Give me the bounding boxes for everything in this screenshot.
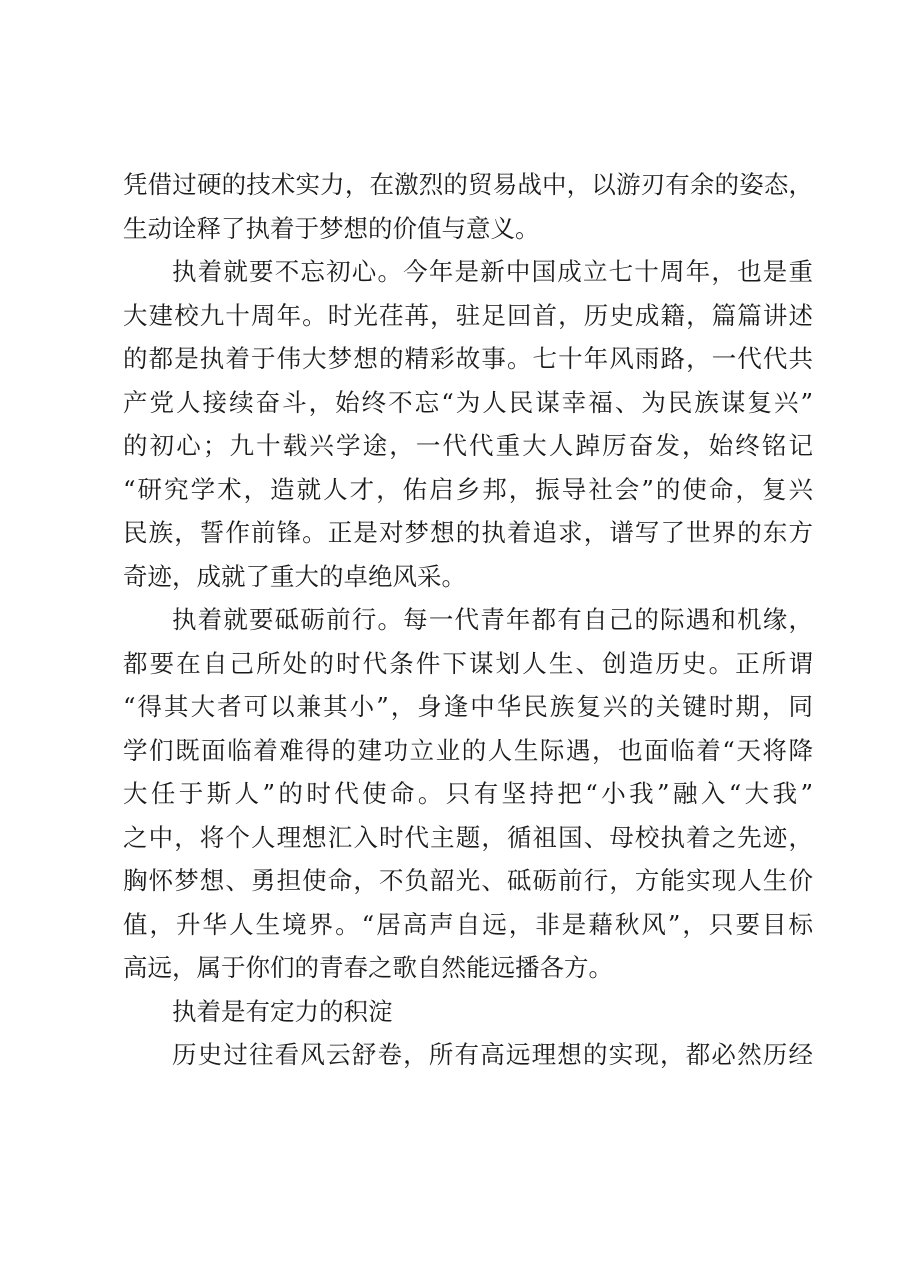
- text-line: 学们既面临着难得的建功立业的人生际遇，也面临着“天将降: [123, 735, 813, 765]
- text-line: 值，升华人生境界。“居高声自远，非是藉秋风”，只要目标: [123, 909, 813, 939]
- text-line: 大任于斯人”的时代使命。只有坚持把“小我”融入“大我”: [123, 779, 813, 808]
- text-line: 历史过往看风云舒卷，所有高远理想的实现，都必然历经: [172, 1040, 813, 1069]
- text-line: 执着是有定力的积淀: [172, 996, 393, 1026]
- text-line: 的初心；九十载兴学途，一代代重大人踔厉奋发，始终铭记: [123, 431, 813, 460]
- text-line: “研究学术，造就人才，佑启乡邦，振导社会”的使命，复兴: [123, 474, 813, 504]
- text-line: 执着就要砥砺前行。每一代青年都有自己的际遇和机缘，: [172, 605, 813, 634]
- text-line: 高远，属于你们的青春之歌自然能远播各方。: [123, 953, 613, 982]
- body-text: [123, 163, 813, 1077]
- text-line: 都要在自己所处的时代条件下谋划人生、创造历史。正所谓: [123, 648, 813, 678]
- text-line: 产党人接续奋斗，始终不忘“为人民谋幸福、为民族谋复兴”: [123, 387, 813, 417]
- text-line: 之中，将个人理想汇入时代主题，循祖国、母校执着之先迹，: [123, 822, 813, 852]
- text-line: 凭借过硬的技术实力，在激烈的贸易战中，以游刃有余的姿态，: [123, 170, 813, 199]
- text-line: 的都是执着于伟大梦想的精彩故事。七十年风雨路，一代代共: [123, 344, 813, 373]
- text-line: 胸怀梦想、勇担使命，不负韶光、砥砺前行，方能实现人生价: [123, 866, 813, 895]
- text-line: 大建校九十周年。时光荏苒，驻足回首，历史成籍，篇篇讲述: [123, 300, 813, 330]
- text-line: 生动诠释了执着于梦想的价值与意义。: [123, 213, 540, 243]
- text-line: “得其大者可以兼其小”，身逢中华民族复兴的关键时期，同: [123, 692, 813, 721]
- text-line: 执着就要不忘初心。今年是新中国成立七十周年，也是重: [172, 257, 813, 286]
- text-line: 奇迹，成就了重大的卓绝风采。: [123, 561, 466, 591]
- text-line: 民族，誓作前锋。正是对梦想的执着追求，谱写了世界的东方: [123, 518, 813, 547]
